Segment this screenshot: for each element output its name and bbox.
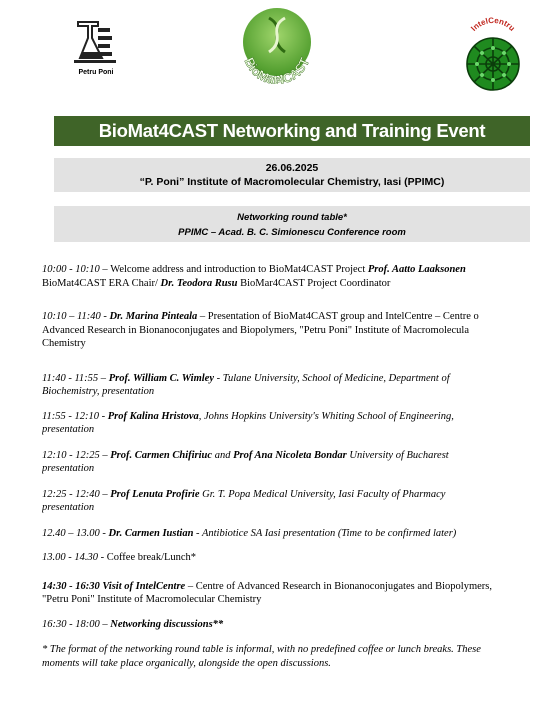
petru-poni-caption: Petru Poni — [78, 69, 114, 76]
agenda-item-2 — [42, 310, 532, 351]
agenda-time: 12:25 - 12:40 – — [42, 488, 111, 500]
agenda-item-7 — [42, 527, 532, 541]
event-title-banner — [54, 116, 530, 146]
event-date: 26.06.2025 — [265, 162, 319, 174]
agenda-time: 10:00 - 10:10 – — [42, 264, 111, 275]
agenda-text: presentation — [42, 463, 95, 474]
agenda-speaker: Dr. Marina Pinteala — [109, 311, 198, 322]
agenda-text: University of Bucharest — [346, 449, 449, 461]
petru-poni-logo — [68, 18, 124, 80]
agenda-text: and — [212, 449, 234, 461]
agenda-time: 11:40 - 11:55 – — [42, 372, 109, 384]
footnote-line: * The format of the networking round table is informal, with no predefined coffee or lunch breaks. These — [42, 644, 481, 655]
agenda-speaker: Prof. William C. Wimley — [108, 372, 214, 384]
agenda-speaker: Prof. Aatto Laaksonen — [367, 264, 466, 275]
agenda-text: Welcome address and introduction to BioMat4CAST Project — [110, 264, 368, 275]
agenda-text: – Centre of Advanced Research in Bionanoconjugates and Biopolymers, — [185, 580, 492, 592]
intelcentru-logo-text: IntelCentru — [469, 15, 517, 33]
agenda-time: 14:30 - 16:30 Visit of IntelCentre — [42, 580, 186, 592]
biomat4cast-logo-text: BioMat4CAST — [241, 55, 313, 84]
agenda-item-1 — [42, 263, 532, 290]
svg-text:IntelCentru — [469, 16, 517, 33]
event-venue: “P. Poni” Institute of Macromolecular Chemistry, Iasi (PPIMC) — [139, 176, 445, 188]
round-table-title: Networking round table* — [237, 212, 347, 223]
agenda-text: , Johns Hopkins University's Whiting School of Engineering, — [198, 410, 454, 422]
agenda-time: 10:10 – 11:40 - — [42, 311, 110, 322]
agenda-text: - Tulane University, School of Medicine, Department of — [214, 372, 450, 384]
agenda-text: BioMat4CAST ERA Chair/ — [42, 277, 161, 289]
agenda-text: - Antibiotice SA Iasi presentation (Time to be confirmed later) — [193, 527, 457, 539]
agenda-time: 12.40 – 13.00 - — [42, 527, 109, 539]
agenda-text: Advanced Research in Bionanoconjugates and Biopolymers, "Petru Poni" Institute of Macromolecula — [42, 324, 470, 336]
event-info-box — [54, 158, 530, 192]
agenda-text: Chemistry — [42, 338, 86, 349]
agenda-text: - Coffee break/Lunch* — [98, 552, 197, 563]
agenda-time: 12:10 - 12:25 – — [42, 449, 111, 461]
intelcentru-logo — [460, 14, 526, 94]
agenda-speaker: Dr. Teodora Rusu — [160, 277, 238, 289]
event-title: BioMat4CAST Networking and Training Event — [98, 120, 486, 141]
agenda-text: BioMar4CAST Project Coordinator — [237, 277, 391, 289]
agenda-text: presentation — [42, 424, 95, 435]
agenda-item-5 — [42, 449, 532, 476]
footnote-line: moments will take place organically, alongside the open discussions. — [42, 657, 331, 669]
agenda-speaker: Prof. Carmen Chifiriuc — [110, 449, 213, 461]
round-table-room: PPIMC – Acad. B. C. Simionescu Conference room — [178, 227, 406, 238]
agenda-text: presentation — [42, 502, 95, 513]
agenda-speaker: Prof Ana Nicoleta Bondar — [233, 449, 347, 461]
agenda-time: 13.00 - 14.30 — [42, 552, 98, 563]
agenda-item-4 — [42, 410, 532, 437]
agenda-text: – Presentation of BioMat4CAST group and IntelCentre – Centre o — [197, 311, 479, 322]
agenda-text: Biochemistry, presentation — [42, 386, 155, 397]
footnote — [42, 643, 530, 670]
agenda-time: 11:55 - 12:10 - — [42, 410, 108, 422]
agenda-speaker: Prof Kalina Hristova — [107, 410, 199, 422]
agenda-item-10 — [42, 618, 532, 632]
biomat4cast-logo — [229, 6, 325, 84]
agenda-item-3 — [42, 372, 532, 399]
agenda-item-8 — [42, 551, 532, 565]
agenda-text: Networking discussions** — [110, 618, 224, 630]
round-table-box — [54, 206, 530, 242]
agenda-text: Gr. T. Popa Medical University, Iasi Faculty of Pharmacy — [199, 488, 446, 500]
agenda-speaker: Prof Lenuta Profirie — [110, 488, 200, 500]
agenda — [42, 263, 532, 631]
agenda-item-6 — [42, 488, 532, 515]
agenda-speaker: Dr. Carmen Iustian — [108, 527, 194, 539]
agenda-item-9 — [42, 580, 532, 607]
agenda-time: 16:30 - 18:00 – — [42, 618, 111, 630]
agenda-text: "Petru Poni" Institute of Macromolecular Chemistry — [42, 594, 262, 605]
